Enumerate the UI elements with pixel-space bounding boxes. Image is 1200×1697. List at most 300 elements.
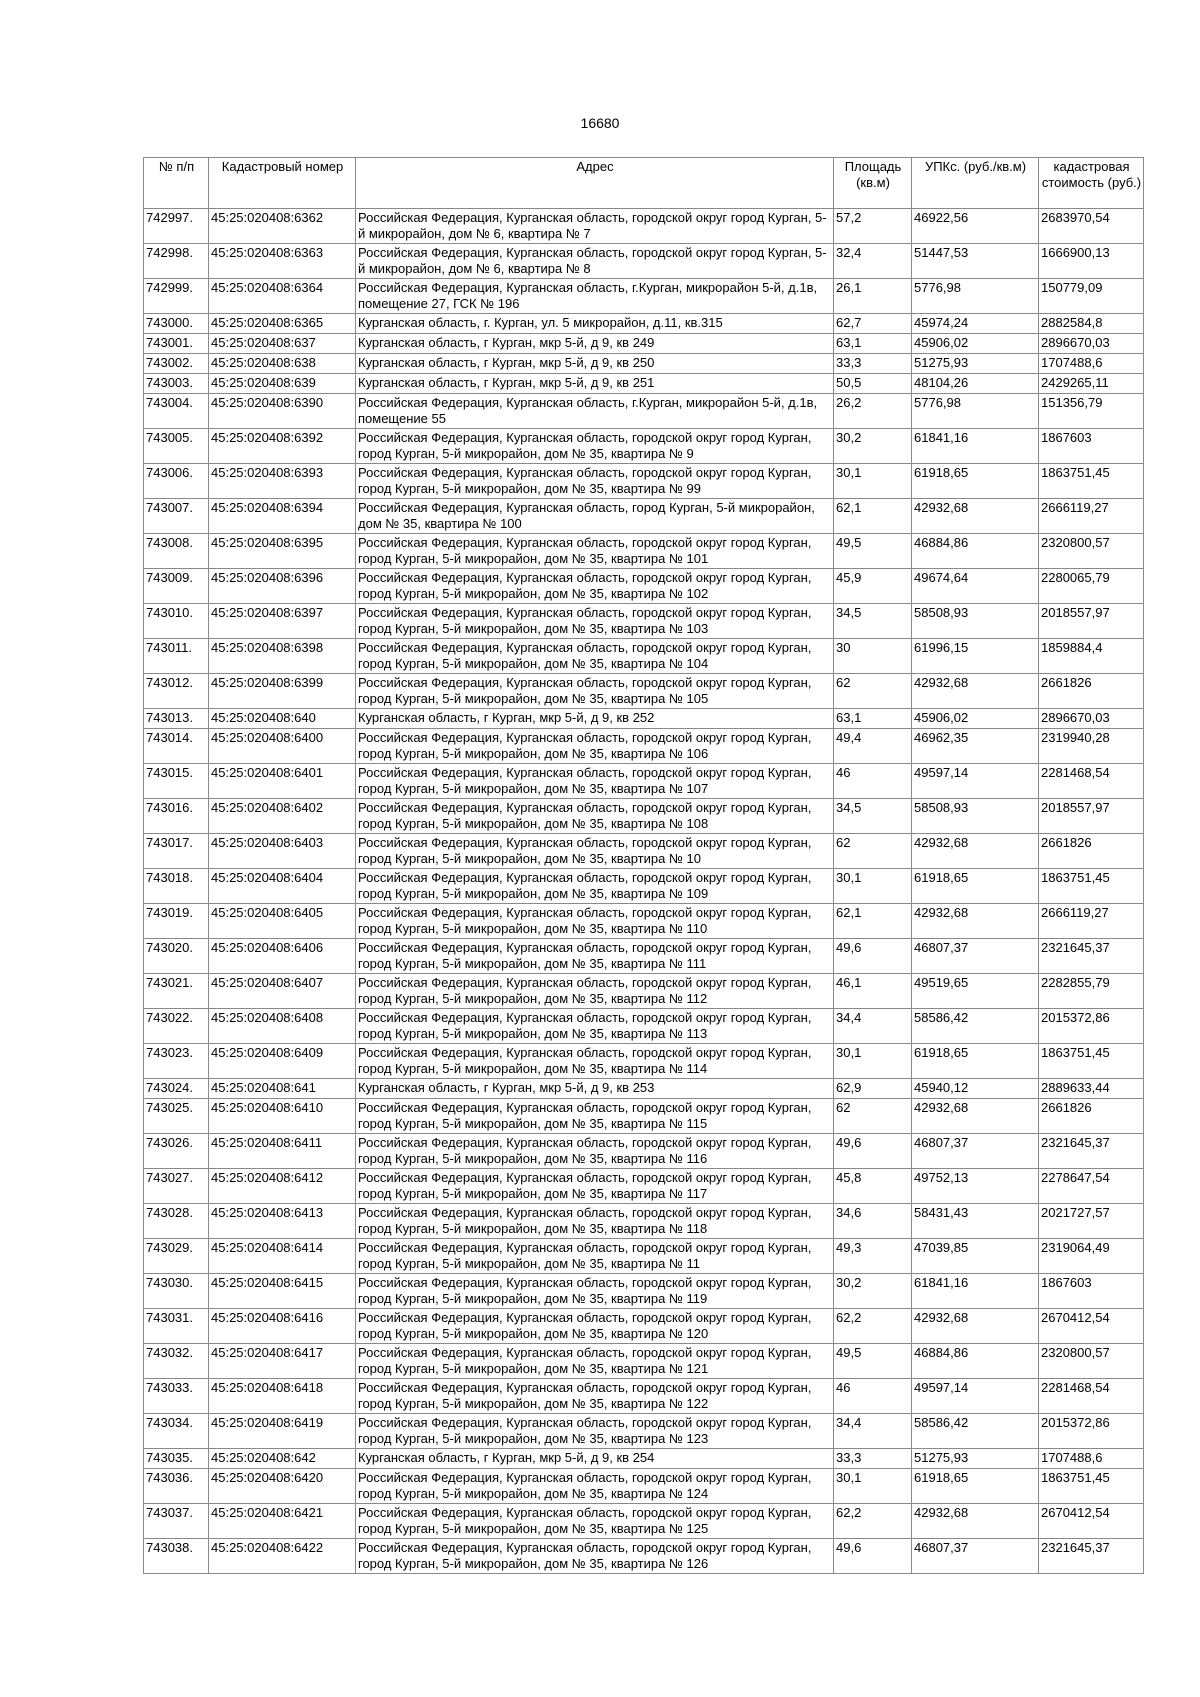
area-cell: 49,6: [834, 1539, 912, 1574]
row-number-cell: 743007.: [144, 499, 209, 534]
table-row: [144, 939, 1144, 974]
area-cell: 33,3: [834, 354, 912, 374]
address-cell: Курганская область, г Курган, мкр 5-й, д 9, кв 252: [356, 709, 834, 729]
cadastral-value-cell: 2282855,79: [1039, 974, 1144, 1009]
specific-value-cell: 46807,37: [912, 1539, 1039, 1574]
row-number-cell: 743035.: [144, 1449, 209, 1469]
table-row: [144, 799, 1144, 834]
area-cell: 45,9: [834, 569, 912, 604]
table-row: [144, 1044, 1144, 1079]
area-cell: 34,5: [834, 799, 912, 834]
cadastral-value-cell: 2670412,54: [1039, 1504, 1144, 1539]
table-row: [144, 904, 1144, 939]
table-row: [144, 1344, 1144, 1379]
table-row: [144, 834, 1144, 869]
row-number-cell: 743005.: [144, 429, 209, 464]
specific-value-cell: 51447,53: [912, 244, 1039, 279]
specific-value-cell: 42932,68: [912, 499, 1039, 534]
address-cell: Российская Федерация, Курганская область, городской округ город Курган, город Курган, 5-й микрорайон, дом № 35, квартира № 105: [356, 674, 834, 709]
address-cell: Курганская область, г Курган, мкр 5-й, д 9, кв 251: [356, 374, 834, 394]
cadastral-number-cell: 45:25:020408:6407: [209, 974, 356, 1009]
table-row: [144, 354, 1144, 374]
cadastral-value-cell: 1863751,45: [1039, 1469, 1144, 1504]
cadastral-value-cell: 1859884,4: [1039, 639, 1144, 674]
table-row: [144, 674, 1144, 709]
table-row: [144, 639, 1144, 674]
cadastral-number-cell: 45:25:020408:6400: [209, 729, 356, 764]
specific-value-cell: 42932,68: [912, 674, 1039, 709]
row-number-cell: 743014.: [144, 729, 209, 764]
cadastral-value-cell: 2320800,57: [1039, 534, 1144, 569]
area-cell: 62: [834, 1099, 912, 1134]
area-cell: 62: [834, 674, 912, 709]
address-cell: Российская Федерация, Курганская область, городской округ город Курган, город Курган, 5-й микрорайон, дом № 35, квартира № 112: [356, 974, 834, 1009]
area-cell: 34,4: [834, 1414, 912, 1449]
row-number-cell: 743011.: [144, 639, 209, 674]
area-cell: 32,4: [834, 244, 912, 279]
cadastral-number-cell: 45:25:020408:6410: [209, 1099, 356, 1134]
address-cell: Российская Федерация, Курганская область, городской округ город Курган, город Курган, 5-й микрорайон, дом № 35, квартира № 104: [356, 639, 834, 674]
area-cell: 49,5: [834, 534, 912, 569]
table-row: [144, 604, 1144, 639]
table-row: [144, 764, 1144, 799]
area-cell: 62: [834, 834, 912, 869]
row-number-cell: 743031.: [144, 1309, 209, 1344]
header-cadastral-value: кадастровая стоимость (руб.): [1039, 158, 1144, 209]
cadastral-number-cell: 45:25:020408:6405: [209, 904, 356, 939]
table-row: [144, 709, 1144, 729]
area-cell: 49,6: [834, 1134, 912, 1169]
area-cell: 62,7: [834, 314, 912, 334]
cadastral-number-cell: 45:25:020408:640: [209, 709, 356, 729]
specific-value-cell: 5776,98: [912, 279, 1039, 314]
row-number-cell: 743009.: [144, 569, 209, 604]
specific-value-cell: 46922,56: [912, 209, 1039, 244]
specific-value-cell: 49597,14: [912, 1379, 1039, 1414]
area-cell: 49,6: [834, 939, 912, 974]
address-cell: Курганская область, г Курган, мкр 5-й, д 9, кв 253: [356, 1079, 834, 1099]
table-row: [144, 1239, 1144, 1274]
cadastral-value-cell: 2018557,97: [1039, 799, 1144, 834]
address-cell: Российская Федерация, Курганская область, городской округ город Курган, город Курган, 5-й микрорайон, дом № 35, квартира № 107: [356, 764, 834, 799]
table-row: [144, 1309, 1144, 1344]
cadastral-number-cell: 45:25:020408:6362: [209, 209, 356, 244]
row-number-cell: 743021.: [144, 974, 209, 1009]
cadastral-number-cell: 45:25:020408:6365: [209, 314, 356, 334]
header-row-number: № п/п: [144, 158, 209, 209]
address-cell: Российская Федерация, Курганская область, городской округ город Курган, город Курган, 5-й микрорайон, дом № 35, квартира № 124: [356, 1469, 834, 1504]
area-cell: 26,1: [834, 279, 912, 314]
specific-value-cell: 42932,68: [912, 1099, 1039, 1134]
cadastral-number-cell: 45:25:020408:6402: [209, 799, 356, 834]
table-row: [144, 974, 1144, 1009]
row-number-cell: 743034.: [144, 1414, 209, 1449]
table-row: [144, 314, 1144, 334]
cadastral-value-cell: 2661826: [1039, 834, 1144, 869]
row-number-cell: 743018.: [144, 869, 209, 904]
table-row: [144, 1449, 1144, 1469]
area-cell: 57,2: [834, 209, 912, 244]
cadastral-number-cell: 45:25:020408:638: [209, 354, 356, 374]
table-row: [144, 1099, 1144, 1134]
specific-value-cell: 49519,65: [912, 974, 1039, 1009]
table-row: [144, 1539, 1144, 1574]
cadastral-number-cell: 45:25:020408:6399: [209, 674, 356, 709]
row-number-cell: 743015.: [144, 764, 209, 799]
cadastral-value-cell: 1867603: [1039, 429, 1144, 464]
specific-value-cell: 61918,65: [912, 869, 1039, 904]
cadastral-value-cell: 2018557,97: [1039, 604, 1144, 639]
cadastral-number-cell: 45:25:020408:6411: [209, 1134, 356, 1169]
row-number-cell: 742997.: [144, 209, 209, 244]
cadastral-number-cell: 45:25:020408:6403: [209, 834, 356, 869]
table-row: [144, 534, 1144, 569]
specific-value-cell: 42932,68: [912, 904, 1039, 939]
area-cell: 62,1: [834, 904, 912, 939]
cadastral-number-cell: 45:25:020408:6422: [209, 1539, 356, 1574]
address-cell: Российская Федерация, Курганская область, городской округ город Курган, город Курган, 5-й микрорайон, дом № 35, квартира № 116: [356, 1134, 834, 1169]
cadastral-number-cell: 45:25:020408:6394: [209, 499, 356, 534]
cadastral-value-cell: 2666119,27: [1039, 904, 1144, 939]
specific-value-cell: 49597,14: [912, 764, 1039, 799]
cadastral-number-cell: 45:25:020408:6406: [209, 939, 356, 974]
row-number-cell: 743004.: [144, 394, 209, 429]
cadastral-value-cell: 2670412,54: [1039, 1309, 1144, 1344]
cadastral-number-cell: 45:25:020408:6397: [209, 604, 356, 639]
specific-value-cell: 58586,42: [912, 1009, 1039, 1044]
address-cell: Российская Федерация, Курганская область, городской округ город Курган, город Курган, 5-й микрорайон, дом № 35, квартира № 106: [356, 729, 834, 764]
cadastral-number-cell: 45:25:020408:6398: [209, 639, 356, 674]
specific-value-cell: 48104,26: [912, 374, 1039, 394]
area-cell: 63,1: [834, 334, 912, 354]
address-cell: Российская Федерация, Курганская область, городской округ город Курган, город Курган, 5-й микрорайон, дом № 35, квартира № 110: [356, 904, 834, 939]
area-cell: 30,1: [834, 464, 912, 499]
specific-value-cell: 61918,65: [912, 1469, 1039, 1504]
cadastral-number-cell: 45:25:020408:6413: [209, 1204, 356, 1239]
cadastral-number-cell: 45:25:020408:6390: [209, 394, 356, 429]
area-cell: 62,9: [834, 1079, 912, 1099]
specific-value-cell: 45940,12: [912, 1079, 1039, 1099]
area-cell: 49,5: [834, 1344, 912, 1379]
specific-value-cell: 58508,93: [912, 799, 1039, 834]
row-number-cell: 743003.: [144, 374, 209, 394]
address-cell: Российская Федерация, Курганская область, городской округ город Курган, город Курган, 5-й микрорайон, дом № 35, квартира № 103: [356, 604, 834, 639]
table-row: [144, 1504, 1144, 1539]
cadastral-value-cell: 1863751,45: [1039, 464, 1144, 499]
specific-value-cell: 45906,02: [912, 709, 1039, 729]
cadastral-value-cell: 1707488,6: [1039, 1449, 1144, 1469]
row-number-cell: 743008.: [144, 534, 209, 569]
address-cell: Российская Федерация, Курганская область, городской округ город Курган, город Курган, 5-й микрорайон, дом № 35, квартира № 113: [356, 1009, 834, 1044]
specific-value-cell: 51275,93: [912, 354, 1039, 374]
address-cell: Российская Федерация, Курганская область, городской округ город Курган, город Курган, 5-й микрорайон, дом № 35, квартира № 9: [356, 429, 834, 464]
area-cell: 63,1: [834, 709, 912, 729]
specific-value-cell: 42932,68: [912, 1504, 1039, 1539]
cadastral-number-cell: 45:25:020408:6392: [209, 429, 356, 464]
cadastral-number-cell: 45:25:020408:6404: [209, 869, 356, 904]
cadastral-value-cell: 2015372,86: [1039, 1009, 1144, 1044]
table-row: [144, 429, 1144, 464]
table-row: [144, 244, 1144, 279]
cadastral-number-cell: 45:25:020408:6393: [209, 464, 356, 499]
cadastral-value-cell: 2896670,03: [1039, 334, 1144, 354]
specific-value-cell: 5776,98: [912, 394, 1039, 429]
address-cell: Российская Федерация, Курганская область, городской округ город Курган, город Курган, 5-й микрорайон, дом № 35, квартира № 101: [356, 534, 834, 569]
address-cell: Курганская область, г Курган, мкр 5-й, д 9, кв 250: [356, 354, 834, 374]
row-number-cell: 743026.: [144, 1134, 209, 1169]
row-number-cell: 743022.: [144, 1009, 209, 1044]
header-cadastral-number: Кадастровый номер: [209, 158, 356, 209]
address-cell: Российская Федерация, Курганская область, городской округ город Курган, город Курган, 5-й микрорайон, дом № 35, квартира № 121: [356, 1344, 834, 1379]
address-cell: Российская Федерация, Курганская область, городской округ город Курган, город Курган, 5-й микрорайон, дом № 35, квартира № 126: [356, 1539, 834, 1574]
area-cell: 34,4: [834, 1009, 912, 1044]
specific-value-cell: 61841,16: [912, 1274, 1039, 1309]
cadastral-value-cell: 2015372,86: [1039, 1414, 1144, 1449]
specific-value-cell: 61841,16: [912, 429, 1039, 464]
cadastral-number-cell: 45:25:020408:641: [209, 1079, 356, 1099]
table-row: [144, 1204, 1144, 1239]
area-cell: 46: [834, 764, 912, 799]
cadastral-number-cell: 45:25:020408:6421: [209, 1504, 356, 1539]
area-cell: 62,1: [834, 499, 912, 534]
row-number-cell: 743013.: [144, 709, 209, 729]
page-number: 16680: [580, 115, 620, 131]
cadastral-number-cell: 45:25:020408:6418: [209, 1379, 356, 1414]
row-number-cell: 743017.: [144, 834, 209, 869]
cadastral-value-cell: 1666900,13: [1039, 244, 1144, 279]
address-cell: Российская Федерация, Курганская область, городской округ город Курган, город Курган, 5-й микрорайон, дом № 35, квартира № 108: [356, 799, 834, 834]
cadastral-value-cell: 2319064,49: [1039, 1239, 1144, 1274]
address-cell: Российская Федерация, Курганская область, городской округ город Курган, город Курган, 5-й микрорайон, дом № 35, квартира № 109: [356, 869, 834, 904]
row-number-cell: 743006.: [144, 464, 209, 499]
specific-value-cell: 42932,68: [912, 834, 1039, 869]
cadastral-value-cell: 2683970,54: [1039, 209, 1144, 244]
area-cell: 34,5: [834, 604, 912, 639]
cadastral-number-cell: 45:25:020408:6396: [209, 569, 356, 604]
cadastral-value-cell: 1707488,6: [1039, 354, 1144, 374]
address-cell: Российская Федерация, Курганская область, городской округ город Курган, город Курган, 5-й микрорайон, дом № 35, квартира № 102: [356, 569, 834, 604]
table-row: [144, 1169, 1144, 1204]
row-number-cell: 743032.: [144, 1344, 209, 1379]
area-cell: 46,1: [834, 974, 912, 1009]
specific-value-cell: 46962,35: [912, 729, 1039, 764]
cadastral-number-cell: 45:25:020408:6408: [209, 1009, 356, 1044]
cadastral-number-cell: 45:25:020408:6419: [209, 1414, 356, 1449]
specific-value-cell: 61918,65: [912, 1044, 1039, 1079]
cadastral-value-cell: 2278647,54: [1039, 1169, 1144, 1204]
specific-value-cell: 45974,24: [912, 314, 1039, 334]
table-row: [144, 209, 1144, 244]
area-cell: 49,4: [834, 729, 912, 764]
row-number-cell: 743029.: [144, 1239, 209, 1274]
address-cell: Российская Федерация, Курганская область, городской округ город Курган, город Курган, 5-й микрорайон, дом № 35, квартира № 11: [356, 1239, 834, 1274]
table-header-row: [144, 158, 1144, 209]
row-number-cell: 743033.: [144, 1379, 209, 1414]
address-cell: Российская Федерация, Курганская область, городской округ город Курган, город Курган, 5-й микрорайон, дом № 35, квартира № 122: [356, 1379, 834, 1414]
cadastral-number-cell: 45:25:020408:6409: [209, 1044, 356, 1079]
row-number-cell: 743019.: [144, 904, 209, 939]
address-cell: Российская Федерация, Курганская область, городской округ город Курган, 5-й микрорайон, дом № 6, квартира № 8: [356, 244, 834, 279]
address-cell: Российская Федерация, Курганская область, г.Курган, микрорайон 5-й, д.1в, помещение 55: [356, 394, 834, 429]
cadastral-number-cell: 45:25:020408:6412: [209, 1169, 356, 1204]
specific-value-cell: 47039,85: [912, 1239, 1039, 1274]
table-row: [144, 1379, 1144, 1414]
header-address: Адрес: [356, 158, 834, 209]
cadastral-number-cell: 45:25:020408:6417: [209, 1344, 356, 1379]
table-row: [144, 1079, 1144, 1099]
specific-value-cell: 46807,37: [912, 939, 1039, 974]
address-cell: Российская Федерация, Курганская область, городской округ город Курган, город Курган, 5-й микрорайон, дом № 35, квартира № 123: [356, 1414, 834, 1449]
address-cell: Курганская область, г. Курган, ул. 5 микрорайон, д.11, кв.315: [356, 314, 834, 334]
area-cell: 30,1: [834, 869, 912, 904]
cadastral-value-cell: 1863751,45: [1039, 1044, 1144, 1079]
cadastral-value-cell: 1863751,45: [1039, 869, 1144, 904]
area-cell: 26,2: [834, 394, 912, 429]
cadastral-number-cell: 45:25:020408:6415: [209, 1274, 356, 1309]
cadastral-number-cell: 45:25:020408:6401: [209, 764, 356, 799]
row-number-cell: 742999.: [144, 279, 209, 314]
row-number-cell: 742998.: [144, 244, 209, 279]
cadastral-number-cell: 45:25:020408:6414: [209, 1239, 356, 1274]
table-row: [144, 1274, 1144, 1309]
cadastral-value-cell: 2281468,54: [1039, 1379, 1144, 1414]
row-number-cell: 743025.: [144, 1099, 209, 1134]
cadastral-number-cell: 45:25:020408:639: [209, 374, 356, 394]
area-cell: 30,1: [834, 1469, 912, 1504]
row-number-cell: 743028.: [144, 1204, 209, 1239]
address-cell: Российская Федерация, Курганская область, городской округ город Курган, город Курган, 5-й микрорайон, дом № 35, квартира № 117: [356, 1169, 834, 1204]
address-cell: Российская Федерация, Курганская область, городской округ город Курган, город Курган, 5-й микрорайон, дом № 35, квартира № 111: [356, 939, 834, 974]
specific-value-cell: 49674,64: [912, 569, 1039, 604]
specific-value-cell: 58586,42: [912, 1414, 1039, 1449]
specific-value-cell: 46807,37: [912, 1134, 1039, 1169]
area-cell: 62,2: [834, 1309, 912, 1344]
cadastral-value-cell: 2320800,57: [1039, 1344, 1144, 1379]
area-cell: 34,6: [834, 1204, 912, 1239]
row-number-cell: 743036.: [144, 1469, 209, 1504]
cadastral-value-cell: 2321645,37: [1039, 1134, 1144, 1169]
table-row: [144, 279, 1144, 314]
cadastral-number-cell: 45:25:020408:642: [209, 1449, 356, 1469]
row-number-cell: 743038.: [144, 1539, 209, 1574]
row-number-cell: 743000.: [144, 314, 209, 334]
cadastral-value-cell: 150779,09: [1039, 279, 1144, 314]
cadastral-value-cell: 2661826: [1039, 674, 1144, 709]
cadastral-value-cell: 2321645,37: [1039, 939, 1144, 974]
table-row: [144, 1134, 1144, 1169]
cadastral-number-cell: 45:25:020408:6363: [209, 244, 356, 279]
header-area: Площадь (кв.м): [834, 158, 912, 209]
specific-value-cell: 61918,65: [912, 464, 1039, 499]
cadastral-value-cell: 2021727,57: [1039, 1204, 1144, 1239]
table-row: [144, 334, 1144, 354]
row-number-cell: 743016.: [144, 799, 209, 834]
cadastral-value-cell: 2321645,37: [1039, 1539, 1144, 1574]
area-cell: 49,3: [834, 1239, 912, 1274]
cadastral-value-cell: 2281468,54: [1039, 764, 1144, 799]
cadastral-value-cell: 2319940,28: [1039, 729, 1144, 764]
row-number-cell: 743010.: [144, 604, 209, 639]
address-cell: Российская Федерация, Курганская область, городской округ город Курган, город Курган, 5-й микрорайон, дом № 35, квартира № 10: [356, 834, 834, 869]
address-cell: Российская Федерация, Курганская область, городской округ город Курган, город Курган, 5-й микрорайон, дом № 35, квартира № 119: [356, 1274, 834, 1309]
table-row: [144, 869, 1144, 904]
row-number-cell: 743027.: [144, 1169, 209, 1204]
row-number-cell: 743030.: [144, 1274, 209, 1309]
address-cell: Курганская область, г Курган, мкр 5-й, д 9, кв 254: [356, 1449, 834, 1469]
table-row: [144, 1469, 1144, 1504]
cadastral-value-cell: 2882584,8: [1039, 314, 1144, 334]
cadastral-value-cell: 2661826: [1039, 1099, 1144, 1134]
cadastral-number-cell: 45:25:020408:6416: [209, 1309, 356, 1344]
table-row: [144, 499, 1144, 534]
specific-value-cell: 61996,15: [912, 639, 1039, 674]
specific-value-cell: 58431,43: [912, 1204, 1039, 1239]
area-cell: 50,5: [834, 374, 912, 394]
table-row: [144, 569, 1144, 604]
table-row: [144, 729, 1144, 764]
area-cell: 30: [834, 639, 912, 674]
row-number-cell: 743001.: [144, 334, 209, 354]
specific-value-cell: 49752,13: [912, 1169, 1039, 1204]
area-cell: 30,1: [834, 1044, 912, 1079]
specific-value-cell: 46884,86: [912, 534, 1039, 569]
specific-value-cell: 45906,02: [912, 334, 1039, 354]
address-cell: Российская Федерация, Курганская область, г.Курган, микрорайон 5-й, д.1в, помещение 27, ГСК № 196: [356, 279, 834, 314]
cadastral-value-cell: 1867603: [1039, 1274, 1144, 1309]
table-row: [144, 1009, 1144, 1044]
row-number-cell: 743012.: [144, 674, 209, 709]
specific-value-cell: 51275,93: [912, 1449, 1039, 1469]
table-row: [144, 394, 1144, 429]
cadastral-value-cell: 2666119,27: [1039, 499, 1144, 534]
cadastral-value-cell: 2889633,44: [1039, 1079, 1144, 1099]
table-row: [144, 374, 1144, 394]
table-row: [144, 1414, 1144, 1449]
header-specific-value: УПКс. (руб./кв.м): [912, 158, 1039, 209]
row-number-cell: 743037.: [144, 1504, 209, 1539]
cadastral-number-cell: 45:25:020408:6420: [209, 1469, 356, 1504]
area-cell: 62,2: [834, 1504, 912, 1539]
area-cell: 46: [834, 1379, 912, 1414]
address-cell: Российская Федерация, Курганская область, городской округ город Курган, город Курган, 5-й микрорайон, дом № 35, квартира № 99: [356, 464, 834, 499]
address-cell: Российская Федерация, Курганская область, городской округ город Курган, город Курган, 5-й микрорайон, дом № 35, квартира № 125: [356, 1504, 834, 1539]
area-cell: 33,3: [834, 1449, 912, 1469]
cadastral-value-cell: 2896670,03: [1039, 709, 1144, 729]
cadastral-value-cell: 2280065,79: [1039, 569, 1144, 604]
specific-value-cell: 42932,68: [912, 1309, 1039, 1344]
cadastral-number-cell: 45:25:020408:6395: [209, 534, 356, 569]
area-cell: 30,2: [834, 429, 912, 464]
cadastral-value-table: [143, 157, 1144, 1574]
specific-value-cell: 58508,93: [912, 604, 1039, 639]
row-number-cell: 743020.: [144, 939, 209, 974]
row-number-cell: 743023.: [144, 1044, 209, 1079]
table-row: [144, 464, 1144, 499]
cadastral-number-cell: 45:25:020408:637: [209, 334, 356, 354]
address-cell: Курганская область, г Курган, мкр 5-й, д 9, кв 249: [356, 334, 834, 354]
row-number-cell: 743024.: [144, 1079, 209, 1099]
row-number-cell: 743002.: [144, 354, 209, 374]
cadastral-value-cell: 151356,79: [1039, 394, 1144, 429]
address-cell: Российская Федерация, Курганская область, городской округ город Курган, город Курган, 5-й микрорайон, дом № 35, квартира № 120: [356, 1309, 834, 1344]
address-cell: Российская Федерация, Курганская область, городской округ город Курган, город Курган, 5-й микрорайон, дом № 35, квартира № 118: [356, 1204, 834, 1239]
address-cell: Российская Федерация, Курганская область, город Курган, 5-й микрорайон, дом № 35, квартира № 100: [356, 499, 834, 534]
area-cell: 45,8: [834, 1169, 912, 1204]
address-cell: Российская Федерация, Курганская область, городской округ город Курган, 5-й микрорайон, дом № 6, квартира № 7: [356, 209, 834, 244]
cadastral-number-cell: 45:25:020408:6364: [209, 279, 356, 314]
specific-value-cell: 46884,86: [912, 1344, 1039, 1379]
address-cell: Российская Федерация, Курганская область, городской округ город Курган, город Курган, 5-й микрорайон, дом № 35, квартира № 115: [356, 1099, 834, 1134]
